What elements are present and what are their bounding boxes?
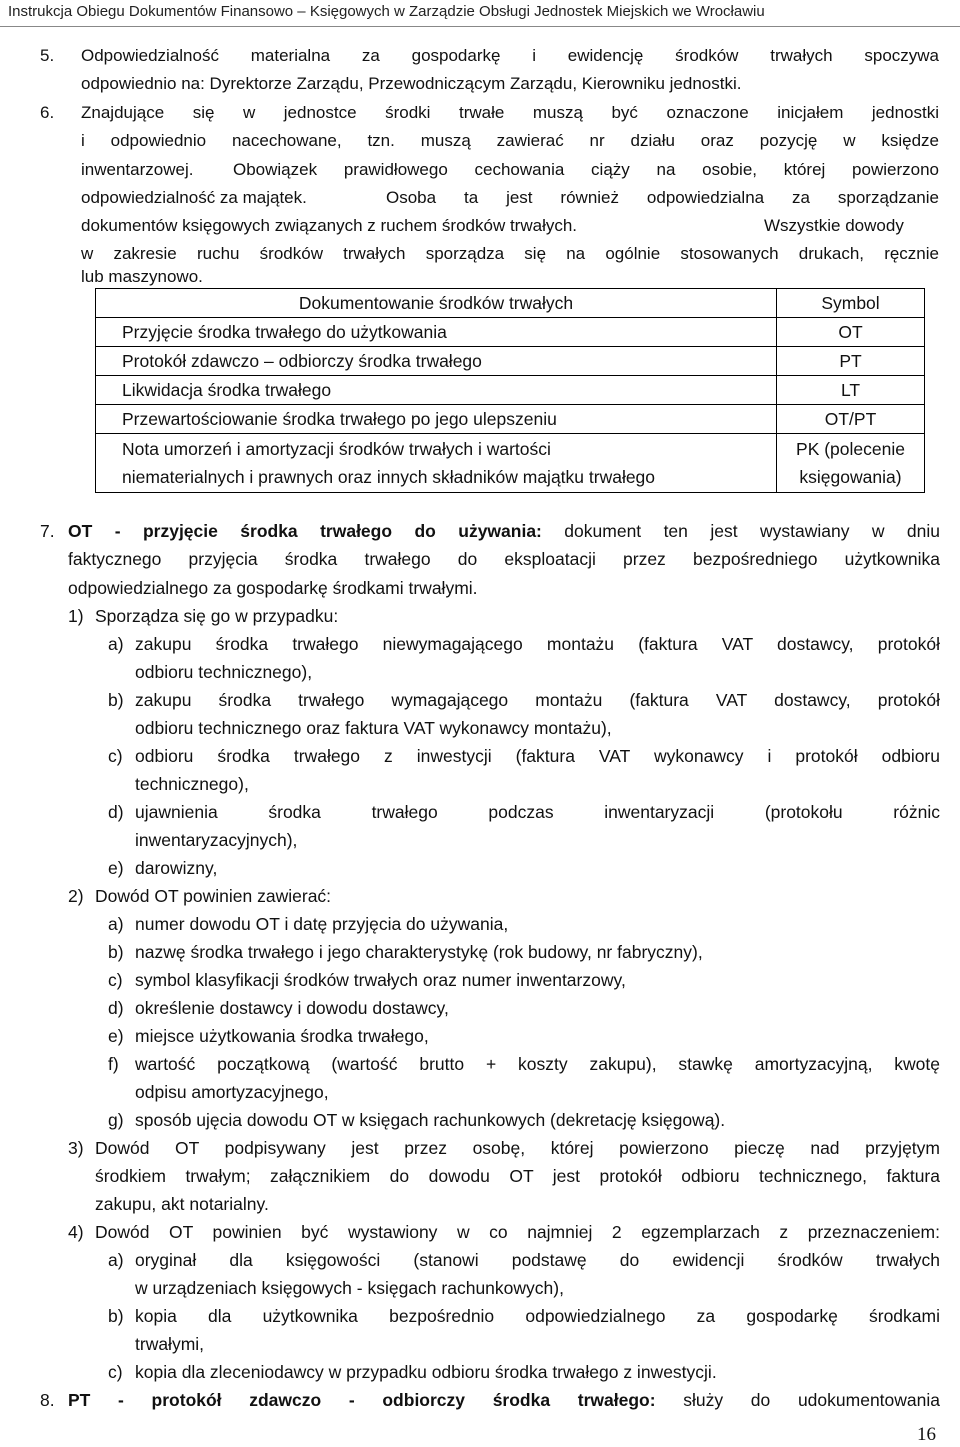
running-header [0, 0, 960, 27]
document-symbol: PT [839, 351, 862, 371]
paragraph-number: 8. [40, 1390, 55, 1410]
list-item-line: Dowód OT powinien być wystawiony w co najmniej 2 egzemplarzach z przeznaczeniem: [95, 1222, 940, 1242]
list-marker: a) [108, 1250, 124, 1270]
document-symbols-table [95, 288, 925, 493]
list-marker: b) [108, 690, 124, 710]
list-item-line: darowizny, [135, 858, 218, 878]
document-symbol: LT [840, 380, 861, 400]
table-row [96, 318, 925, 347]
table-cell [777, 405, 925, 434]
paragraph-line: odpowiedzialnego za gospodarkę środkami trwałymi. [68, 578, 478, 598]
list-marker: d) [108, 802, 124, 822]
list-marker: e) [108, 858, 124, 878]
list-item-line: w urządzeniach księgowych - księgach rachunkowych), [135, 1278, 564, 1298]
column-header-documents: Dokumentowanie środków trwałych [298, 293, 574, 313]
paragraph-line: w zakresie ruchu środków trwałych sporządza się na ogólnie stosowanych drukach, ręcznie [81, 244, 939, 263]
list-marker: a) [108, 914, 124, 934]
column-header-symbol: Symbol [821, 293, 880, 313]
list-number: 3) [68, 1138, 84, 1158]
document-symbol: OT/PT [824, 409, 877, 429]
list-marker: b) [108, 942, 124, 962]
document-name-line: niematerialnych i prawnych oraz innych składników majątku trwałego [122, 467, 656, 487]
paragraph-number: 7. [40, 521, 55, 541]
list-marker: a) [108, 634, 124, 654]
list-item-line: wartość początkową (wartość brutto + koszty zakupu), stawkę amortyzacyjną, kwotę [135, 1054, 940, 1074]
table-cell [96, 347, 777, 376]
term-definition: OT - przyjęcie środka trwałego do używania: [68, 521, 542, 541]
list-text: Sporządza się go w przypadku: [95, 606, 339, 626]
list-item-line: odbioru technicznego oraz faktura VAT wykonawcy montażu), [135, 718, 612, 738]
document-symbol-line: księgowania) [799, 467, 902, 487]
table-cell [96, 405, 777, 434]
table-header-cell [96, 289, 777, 318]
paragraph-line: odpowiednio na: Dyrektorze Zarządu, Przewodniczącym Zarządu, Kierowniku jednostki. [81, 74, 742, 93]
paragraph-line: faktycznego przyjęcia środka trwałego do eksploatacji przez bezpośredniego użytkownika [68, 549, 940, 569]
paragraph-line-part: inwentarzowej. [81, 160, 194, 179]
paragraph-line-part: Obowiązek prawidłowego cechowania ciąży na osobie, której powierzono [233, 160, 939, 179]
paragraph-line-part: dokumentów księgowych związanych z ruchem środków trwałych. [81, 216, 578, 235]
list-marker: e) [108, 1026, 124, 1046]
list-marker: c) [108, 970, 123, 990]
list-item-line: odpisu amortyzacyjnego, [135, 1082, 329, 1102]
list-item-line: zakupu środka trwałego niewymagającego montażu (faktura VAT dostawcy, protokół [135, 634, 940, 654]
document-name: Likwidacja środka trwałego [122, 380, 332, 400]
table-cell [777, 318, 925, 347]
list-item-line: nazwę środka trwałego i jego charakterystykę (rok budowy, nr fabryczny), [135, 942, 703, 962]
list-item-line: trwałymi, [135, 1334, 205, 1354]
list-item-line: symbol klasyfikacji środków trwałych oraz numer inwentarzowy, [135, 970, 626, 990]
list-number: 4) [68, 1222, 84, 1242]
list-item-line: ujawnienia środka trwałego podczas inwentaryzacji (protokołu różnic [135, 802, 940, 822]
list-item-line: technicznego), [135, 774, 249, 794]
paragraph-number: 5. [40, 46, 55, 65]
list-marker: c) [108, 746, 123, 766]
table-header-row [96, 289, 925, 318]
list-marker: c) [108, 1362, 123, 1382]
list-item-line: inwentaryzacyjnych), [135, 830, 298, 850]
table-header-cell [777, 289, 925, 318]
table-cell [96, 434, 777, 493]
paragraph-line: Znajdujące się w jednostce środki trwałe muszą być oznaczone inicjałem jednostki [81, 103, 939, 122]
table-cell [96, 318, 777, 347]
paragraph-line: i odpowiednio nacechowane, tzn. muszą zawierać nr działu oraz pozycję w księdze [81, 131, 939, 150]
list-text: Dowód OT powinien zawierać: [95, 886, 332, 906]
table-row [96, 347, 925, 376]
running-header-title: Instrukcja Obiegu Dokumentów Finansowo – Księgowych w Zarządzie Obsługi Jednostek Miejskich we Wrocławiu [8, 3, 765, 20]
list-item-line: numer dowodu OT i datę przyjęcia do używania, [135, 914, 509, 934]
table-row [96, 434, 925, 493]
list-item-line: kopia dla użytkownika bezpośrednio odpowiedzialnego za gospodarkę środkami [135, 1306, 940, 1326]
paragraph-number: 6. [40, 103, 55, 122]
list-item-line: odbioru środka trwałego z inwestycji (faktura VAT wykonawcy i protokół odbioru [135, 746, 940, 766]
document-name: Protokół zdawczo – odbiorczy środka trwałego [122, 351, 482, 371]
table-cell [777, 434, 925, 493]
list-number: 1) [68, 606, 84, 626]
document-symbol-line: PK (polecenie [796, 439, 905, 459]
page-number: 16 [917, 1424, 936, 1445]
table-row [96, 376, 925, 405]
table-cell [96, 376, 777, 405]
paragraph-line [68, 517, 940, 545]
table-row [96, 405, 925, 434]
list-item-line: Dowód OT podpisywany jest przez osobę, której powierzono pieczę nad przyjętym [95, 1138, 940, 1158]
term-definition: PT - protokół zdawczo - odbiorczy środka trwałego: [68, 1390, 656, 1410]
document-name-line: Nota umorzeń i amortyzacji środków trwałych i wartości [122, 439, 551, 459]
list-item-line: zakupu środka trwałego wymagającego montażu (faktura VAT dostawcy, protokół [135, 690, 940, 710]
table-cell [777, 347, 925, 376]
paragraph-line [68, 1386, 940, 1414]
definition-text: dokument ten jest wystawiany w dniu [541, 521, 940, 541]
definition-text: służy do udokumentowania [683, 1390, 940, 1410]
list-marker: b) [108, 1306, 124, 1326]
paragraph-line-part: Wszystkie dowody [764, 216, 904, 235]
list-marker: g) [108, 1110, 124, 1130]
document-name: Przewartościowanie środka trwałego po jego ulepszeniu [122, 409, 557, 429]
list-number: 2) [68, 886, 84, 906]
list-item-line: kopia dla zleceniodawcy w przypadku odbioru środka trwałego z inwestycji. [135, 1362, 717, 1382]
table-cell [777, 376, 925, 405]
document-name: Przyjęcie środka trwałego do użytkowania [122, 322, 447, 342]
list-item-line: miejsce użytkowania środka trwałego, [135, 1026, 429, 1046]
document-symbol: OT [838, 322, 863, 342]
list-item-line: oryginał dla księgowości (stanowi podstawę do ewidencji środków trwałych [135, 1250, 940, 1270]
paragraph-line: Odpowiedzialność materialna za gospodarkę i ewidencję środków trwałych spoczywa [81, 46, 939, 65]
list-item-line: zakupu, akt notarialny. [95, 1194, 269, 1214]
paragraph-line-part: Osoba ta jest również odpowiedzialna za sporządzanie [386, 188, 939, 207]
list-item-line: sposób ujęcia dowodu OT w księgach rachunkowych (dekretację księgową). [135, 1110, 726, 1130]
list-marker: d) [108, 998, 124, 1018]
list-item-line: odbioru technicznego), [135, 662, 313, 682]
list-item-line: określenie dostawcy i dowodu dostawcy, [135, 998, 449, 1018]
paragraph-line: lub maszynowo. [81, 267, 203, 286]
list-marker: f) [108, 1054, 119, 1074]
paragraph-line-part: odpowiedzialność za majątek. [81, 188, 307, 207]
list-item-line: środkiem trwałym; załącznikiem do dowodu OT jest protokół odbioru technicznego, faktura [95, 1166, 940, 1186]
